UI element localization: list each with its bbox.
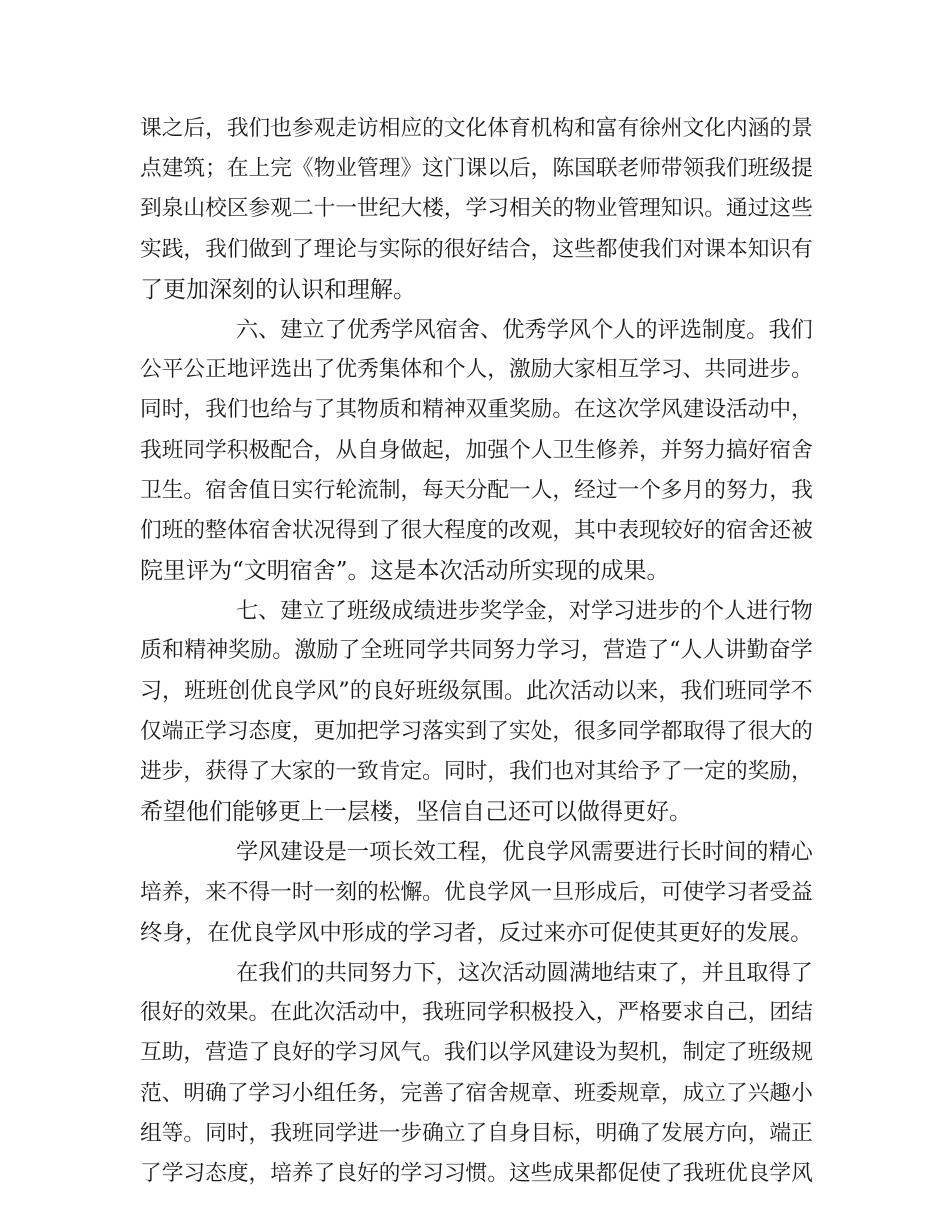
text-line: 们班的整体宿舍状况得到了很大程度的改观，其中表现较好的宿舍还被 — [140, 517, 813, 543]
text-line: 仅端正学习态度，更加把学习落实到了实处，很多同学都取得了很大的 — [140, 718, 813, 744]
text-line: 院里评为“文明宿舍”。这是本次活动所实现的成果。 — [140, 558, 670, 585]
paragraph-first-line: 六、建立了优秀学风宿舍、优秀学风个人的评选制度。我们 — [236, 316, 813, 343]
text-line: 终身，在优良学风中形成的学习者，反过来亦可促使其更好的发展。 — [140, 919, 813, 946]
text-line: 到泉山校区参观二十一世纪大楼，学习相关的物业管理知识。通过这些 — [140, 196, 813, 222]
text-line: 我班同学积极配合，从自身做起，加强个人卫生修养，并努力搞好宿舍 — [140, 437, 813, 463]
text-line: 了学习态度，培养了良好的学习习惯。这些成果都促使了我班优良学风 — [140, 1160, 813, 1186]
paragraph-first-line: 学风建设是一项长效工程，优良学风需要进行长时间的精心 — [236, 839, 813, 866]
text-line: 了更加深刻的认识和理解。 — [140, 276, 416, 303]
text-line: 同时，我们也给与了其物质和精神双重奖励。在这次学风建设活动中， — [140, 397, 813, 423]
text-line: 范、明确了学习小组任务，完善了宿舍规章、班委规章，成立了兴趣小 — [140, 1080, 813, 1106]
text-line: 实践，我们做到了理论与实际的很好结合，这些都使我们对课本知识有 — [140, 236, 813, 262]
text-line: 质和精神奖励。激励了全班同学共同努力学习，营造了“人人讲勤奋学 — [140, 638, 813, 664]
text-line: 组等。同时，我班同学进一步确立了自身目标，明确了发展方向，端正 — [140, 1120, 813, 1146]
text-line: 习，班班创优良学风”的良好班级氛围。此次活动以来，我们班同学不 — [140, 678, 813, 704]
text-line: 进步，获得了大家的一致肯定。同时，我们也对其给予了一定的奖励， — [140, 759, 813, 784]
paragraph-first-line: 七、建立了班级成绩进步奖学金，对学习进步的个人进行物 — [236, 598, 813, 625]
paragraph-first-line: 在我们的共同努力下，这次活动圆满地结束了，并且取得了 — [236, 959, 813, 986]
text-line: 点建筑；在上完《物业管理》这门课以后，陈国联老师带领我们班级提 — [140, 156, 813, 182]
text-line: 希望他们能够更上一层楼，坚信自己还可以做得更好。 — [140, 799, 692, 826]
text-line: 互助，营造了良好的学习风气。我们以学风建设为契机，制定了班级规 — [140, 1040, 813, 1066]
text-line: 培养，来不得一时一刻的松懈。优良学风一旦形成后，可使学习者受益 — [140, 879, 813, 905]
text-line: 很好的效果。在此次活动中，我班同学积极投入，严格要求自己，团结 — [140, 1000, 813, 1026]
text-line: 课之后，我们也参观走访相应的文化体育机构和富有徐州文化内涵的景 — [140, 116, 813, 141]
text-line: 公平公正地评选出了优秀集体和个人，激励大家相互学习、共同进步。 — [140, 357, 813, 383]
text-line: 卫生。宿舍值日实行轮流制，每天分配一人，经过一个多月的努力，我 — [140, 477, 813, 503]
document-body — [140, 109, 813, 1194]
